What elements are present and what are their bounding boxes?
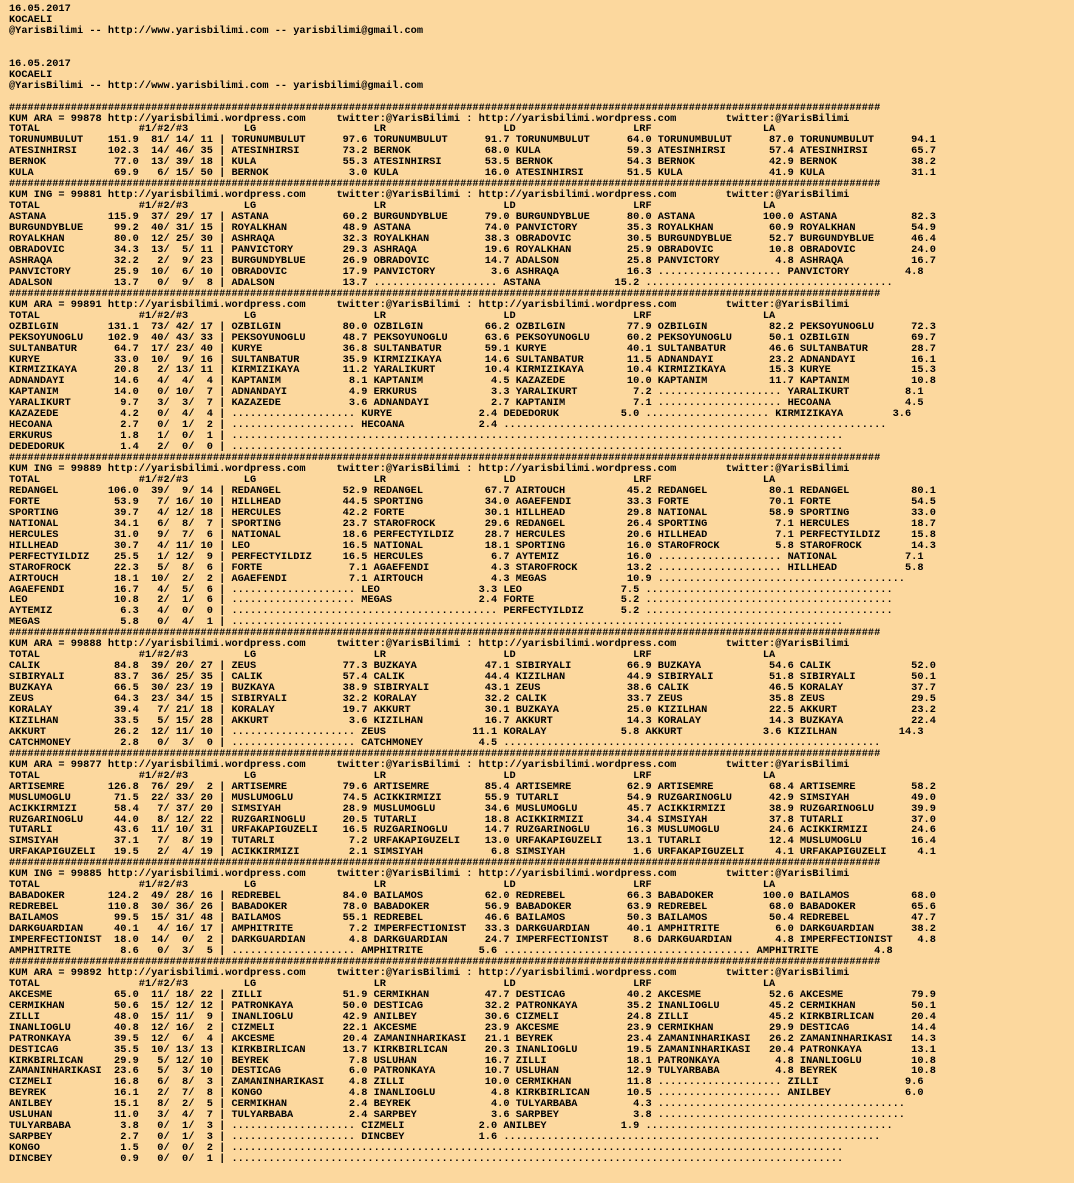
horse-row: SARPBEY 2.7 0/ 1/ 3 | .................... DINCBEY 1.6 .............................................................: [9, 1131, 881, 1144]
separator-line: #############################################################################################################################################: [9, 627, 881, 640]
horse-row: DESTICAG 35.5 10/ 13/ 13 | KIRKBIRLICAN 13.7 KIRKBIRLICAN 20.3 INANLIOGLU 19.5 ZAMANINHARIKASI 20.4 PATRONKAYA 13.1: [9, 1043, 936, 1056]
horse-row: KIRMIZIKAYA 20.8 2/ 13/ 11 | KIRMIZIKAYA 11.2 YARALIKURT 10.4 KIRMIZIKAYA 10.4 KIRMIZIKAYA 15.3 KURYE 15.3: [9, 364, 936, 377]
horse-row: REDANGEL 106.0 39/ 9/ 14 | REDANGEL 52.9 REDANGEL 67.7 AIRTOUCH 45.2 REDANGEL 80.1 REDANGEL 80.1: [9, 484, 936, 497]
separator-line: #############################################################################################################################################: [9, 101, 881, 114]
column-header: TOTAL #1/#2/#3 LG LR LD LRF LA: [9, 769, 776, 782]
horse-row: KORALAY 39.4 7/ 21/ 18 | KORALAY 19.7 AKKURT 30.1 BUZKAYA 25.0 KIZILHAN 22.5 AKKURT 23.2: [9, 704, 936, 716]
horse-row: URFAKAPIGUZELI 19.5 2/ 4/ 19 | ACIKKIRMIZI 2.1 SIMSIYAH 6.8 SIMSIYAH 1.6 URFAKAPIGUZELI 4.1 URFAKAPIGUZELI 4.1: [9, 846, 936, 859]
horse-row: AMPHITRITE 8.6 0/ 3/ 5 | .................... AMPHITRITE 5.6 ........................................ AMPHITRITE 4.8: [9, 944, 893, 957]
race-title: KUM ING = 99889 http://yarisbilimi.wordpress.com twitter:@YarisBilimi : http://yarisbilimi.wordpress.com twitter:@YarisBilimi: [9, 463, 850, 476]
horse-row: CATCHMONEY 2.8 0/ 3/ 0 | .................... CATCHMONEY 4.5 .............................................................: [9, 736, 881, 749]
horse-row: BEYREK 16.1 2/ 7/ 8 | KONGO 4.8 INANLIOGLU 4.8 KIRKBIRLICAN 10.5 .................... ANILBEY 6.0: [9, 1087, 924, 1100]
horse-row: STAROFROCK 22.3 5/ 8/ 6 | FORTE 7.1 AGAEFENDI 4.3 STAROFROCK 13.2 .................... HILLHEAD 5.8: [9, 561, 924, 574]
race-title: KUM ARA = 99888 http://yarisbilimi.wordpress.com twitter:@YarisBilimi : http://yarisbilimi.wordpress.com twitter:@YarisBilimi: [9, 638, 850, 651]
horse-row: TULYARBABA 3.8 0/ 1/ 3 | .................... CIZMELI 2.0 ANILBEY 1.9 ........................................: [9, 1120, 893, 1133]
horse-row: AKCESME 65.0 11/ 18/ 22 | ZILLI 51.9 CERMIKHAN 47.7 DESTICAG 40.2 AKCESME 52.6 AKCESME 79.9: [9, 988, 936, 1001]
header-line: [9, 48, 1074, 59]
horse-row: KIZILHAN 33.5 5/ 15/ 28 | AKKURT 3.6 KIZILHAN 16.7 AKKURT 14.3 KORALAY 14.3 BUZKAYA 22.4: [9, 714, 936, 727]
horse-row: AIRTOUCH 18.1 10/ 2/ 2 | AGAEFENDI 7.1 AIRTOUCH 4.3 MEGAS 10.9 ........................................: [9, 572, 905, 585]
header-line: 16.05.2017: [9, 3, 71, 15]
race-title: KUM ARA = 99877 http://yarisbilimi.wordpress.com twitter:@YarisBilimi : http://yarisbilimi.wordpress.com twitter:@YarisBilimi: [9, 758, 850, 771]
horse-row: BABADOKER 124.2 49/ 28/ 16 | REDREBEL 84.0 BAILAMOS 62.0 REDREBEL 66.3 BABADOKER 100.0 BAILAMOS 68.0: [9, 890, 936, 903]
horse-row: YARALIKURT 9.7 3/ 3/ 7 | KAZAZEDE 3.6 ADNANDAYI 2.7 KAPTANIM 7.1 .................... HECOANA 4.5: [9, 397, 924, 410]
horse-row: AKKURT 26.2 12/ 11/ 10 | .................... ZEUS 11.1 KORALAY 5.8 AKKURT 3.6 KIZILHAN 14.3: [9, 725, 924, 738]
horse-row: KIRKBIRLICAN 29.9 5/ 12/ 10 | BEYREK 7.8 USLUHAN 16.7 ZILLI 18.1 PATRONKAYA 4.8 INANLIOGLU 10.8: [9, 1054, 936, 1067]
separator-line: #############################################################################################################################################: [9, 452, 881, 465]
column-header: TOTAL #1/#2/#3 LG LR LD LRF LA: [9, 123, 776, 136]
horse-row: KULA 69.9 6/ 15/ 50 | BERNOK 3.0 KULA 16.0 ATESINHIRSI 51.5 KULA 41.9 KULA 31.1: [9, 167, 936, 180]
column-header: TOTAL #1/#2/#3 LG LR LD LRF LA: [9, 977, 776, 990]
horse-row: HECOANA 2.7 0/ 1/ 2 | .................... HECOANA 2.4 ..............................................................: [9, 419, 887, 432]
column-header: TOTAL #1/#2/#3 LG LR LD LRF LA: [9, 309, 776, 322]
race-title: KUM ARA = 99891 http://yarisbilimi.wordpress.com twitter:@YarisBilimi : http://yarisbilimi.wordpress.com twitter:@YarisBilimi: [9, 298, 850, 311]
horse-row: SULTANBATUR 64.7 17/ 23/ 40 | KURYE 36.8 SULTANBATUR 59.1 KURYE 40.1 SULTANBATUR 46.6 SULTANBATUR 28.7: [9, 342, 936, 355]
race-title: KUM ING = 99881 http://yarisbilimi.wordpress.com twitter:@YarisBilimi : http://yarisbilimi.wordpress.com twitter:@YarisBilimi: [9, 189, 850, 202]
horse-row: BUZKAYA 66.5 30/ 23/ 19 | BUZKAYA 38.9 SIBIRYALI 43.1 ZEUS 38.6 CALIK 46.5 KORALAY 37.7: [9, 682, 936, 695]
horse-row: ZILLI 48.0 15/ 11/ 9 | INANLIOGLU 42.9 ANILBEY 30.6 CIZMELI 24.8 ZILLI 45.2 KIRKBIRLICAN 20.4: [9, 1010, 936, 1023]
horse-row: TORUNUMBULUT 151.9 81/ 14/ 11 | TORUNUMBULUT 97.6 TORUNUMBULUT 91.7 TORUNUMBULUT 64.0 TORUNUMBULUT 87.0 TORUNUMBULUT 94.1: [9, 134, 936, 147]
separator-line: #############################################################################################################################################: [9, 287, 881, 300]
horse-row: DARKGUARDIAN 40.1 4/ 16/ 17 | AMPHITRITE 7.2 IMPERFECTIONIST 33.3 DARKGUARDIAN 40.1 AMPHITRITE 6.0 DARKGUARDIAN 38.2: [9, 923, 936, 936]
horse-row: REDREBEL 110.8 30/ 36/ 26 | BABADOKER 78.0 BABADOKER 56.9 BABADOKER 63.9 REDREBEL 68.0 BABADOKER 65.6: [9, 901, 936, 914]
horse-row: MEGAS 5.8 0/ 4/ 1 | ...................................................................................................: [9, 616, 844, 629]
horse-row: ASHRAQA 32.2 2/ 9/ 23 | BURGUNDYBLUE 26.9 OBRADOVIC 14.7 ADALSON 25.8 PANVICTORY 4.8 ASHRAQA 16.7: [9, 254, 936, 267]
horse-row: AGAEFENDI 16.7 4/ 5/ 6 | .................... LEO 3.3 LEO 7.5 ........................................: [9, 583, 893, 596]
horse-row: PEKSOYUNOGLU 102.9 40/ 43/ 33 | PEKSOYUNOGLU 48.7 PEKSOYUNOGLU 63.6 PEKSOYUNOGLU 60.2 PEKSOYUNOGLU 50.1 OZBILGIN 69.7: [9, 331, 936, 344]
horse-row: SIBIRYALI 83.7 36/ 25/ 35 | CALIK 57.4 CALIK 44.4 KIZILHAN 44.9 SIBIRYALI 51.8 SIBIRYALI 50.1: [9, 671, 936, 684]
header-line: [9, 37, 1074, 48]
header-line: @YarisBilimi -- http://www.yarisbilimi.com -- yarisbilimi@gmail.com: [9, 24, 424, 37]
horse-row: IMPERFECTIONIST 18.0 14/ 0/ 2 | DARKGUARDIAN 4.8 DARKGUARDIAN 24.7 IMPERFECTIONIST 8.6 DARKGUARDIAN 4.8 IMPERFECTIONIST 4.8: [9, 934, 936, 947]
horse-row: ZAMANINHARIKASI 23.6 5/ 3/ 10 | DESTICAG 6.0 PATRONKAYA 10.7 USLUHAN 12.9 TULYARBABA 4.8 BEYREK 10.8: [9, 1065, 936, 1078]
horse-row: NATIONAL 34.1 6/ 8/ 7 | SPORTING 23.7 STAROFROCK 29.6 REDANGEL 26.4 SPORTING 7.1 HERCULES 18.7: [9, 517, 936, 530]
separator-line: #############################################################################################################################################: [9, 955, 881, 968]
header-line: KOCAELI: [9, 13, 53, 26]
horse-row: PATRONKAYA 39.5 12/ 6/ 4 | AKCESME 20.4 ZAMANINHARIKASI 21.1 BEYREK 23.4 ZAMANINHARIKASI 26.2 ZAMANINHARIKASI 14.3: [9, 1032, 936, 1045]
horse-row: ACIKKIRMIZI 58.4 7/ 37/ 20 | SIMSIYAH 28.9 MUSLUMOGLU 34.6 MUSLUMOGLU 45.7 ACIKKIRMIZI 38.9 RUZGARINOGLU 39.9: [9, 802, 936, 815]
horse-row: BURGUNDYBLUE 99.2 40/ 31/ 15 | ROYALKHAN 48.9 ASTANA 74.0 PANVICTORY 35.3 ROYALKHAN 60.9 ROYALKHAN 54.9: [9, 222, 936, 235]
horse-row: BAILAMOS 99.5 15/ 31/ 48 | BAILAMOS 55.1 REDREBEL 46.6 BAILAMOS 50.3 BAILAMOS 50.4 REDREBEL 47.7: [9, 912, 936, 925]
race-title: KUM ARA = 99892 http://yarisbilimi.wordpress.com twitter:@YarisBilimi : http://yarisbilimi.wordpress.com twitter:@YarisBilimi: [9, 966, 850, 979]
horse-row: HILLHEAD 30.7 4/ 11/ 10 | LEO 16.5 NATIONAL 18.1 SPORTING 16.0 STAROFROCK 5.8 STAROFROCK 14.3: [9, 539, 936, 552]
separator-line: #############################################################################################################################################: [9, 747, 881, 760]
header-line: KOCAELI: [9, 68, 53, 81]
separator-line: #############################################################################################################################################: [9, 857, 881, 870]
race-title: KUM ING = 99885 http://yarisbilimi.wordpress.com twitter:@YarisBilimi : http://yarisbilimi.wordpress.com twitter:@YarisBilimi: [9, 868, 850, 881]
horse-row: KONGO 1.5 0/ 0/ 2 | ...................................................................................................: [9, 1142, 844, 1155]
horse-row: OZBILGIN 131.1 73/ 42/ 17 | OZBILGIN 80.0 OZBILGIN 66.2 OZBILGIN 77.9 OZBILGIN 82.2 PEKSOYUNOGLU 72.3: [9, 320, 936, 333]
horse-row: KAPTANIM 14.0 0/ 10/ 7 | ADNANDAYI 4.9 ERKURUS 3.3 YARALIKURT 7.2 .................... YARALIKURT 8.1: [9, 386, 924, 399]
header-line: @YarisBilimi -- http://www.yarisbilimi.com -- yarisbilimi@gmail.com: [9, 79, 424, 92]
horse-row: CERMIKHAN 50.6 15/ 12/ 12 | PATRONKAYA 50.0 DESTICAG 32.2 PATRONKAYA 35.2 INANLIOGLU 45.2 CERMIKHAN 50.1: [9, 999, 936, 1012]
horse-row: ADALSON 13.7 0/ 9/ 8 | ADALSON 13.7 .................... ASTANA 15.2 ........................................: [9, 276, 893, 289]
horse-row: LEO 10.8 2/ 1/ 6 | .................... MEGAS 2.4 FORTE 5.2 ........................................: [9, 594, 893, 607]
horse-row: ZEUS 64.3 23/ 34/ 15 | SIBIRYALI 32.2 KORALAY 32.2 CALIK 33.7 ZEUS 35.8 ZEUS 29.5: [9, 693, 936, 706]
horse-row: ASTANA 115.9 37/ 29/ 17 | ASTANA 60.2 BURGUNDYBLUE 79.0 BURGUNDYBLUE 80.0 ASTANA 100.0 ASTANA 82.3: [9, 211, 936, 224]
horse-row: KAZAZEDE 4.2 0/ 4/ 4 | .................... KURYE 2.4 DEDEDORUK 5.0 .................... KIRMIZIKAYA 3.6: [9, 408, 912, 421]
horse-row: PERFECTYILDIZ 25.5 1/ 12/ 9 | PERFECTYILDIZ 16.5 HERCULES 6.7 AYTEMIZ 16.0 .................... NATIONAL 7.1: [9, 550, 924, 563]
horse-row: BERNOK 77.0 13/ 39/ 18 | KULA 55.3 ATESINHIRSI 53.5 BERNOK 54.3 BERNOK 42.9 BERNOK 38.2: [9, 156, 936, 169]
horse-row: FORTE 53.9 7/ 16/ 10 | HILLHEAD 44.5 SPORTING 34.0 AGAEFENDI 33.3 FORTE 70.1 FORTE 54.5: [9, 495, 936, 508]
horse-row: INANLIOGLU 40.8 12/ 16/ 2 | CIZMELI 22.1 AKCESME 23.9 AKCESME 23.9 CERMIKHAN 29.9 DESTICAG 14.4: [9, 1021, 936, 1034]
horse-row: OBRADOVIC 34.3 13/ 5/ 11 | PANVICTORY 29.3 ASHRAQA 19.6 ROYALKHAN 25.9 OBRADOVIC 10.8 OBRADOVIC 24.0: [9, 243, 936, 256]
horse-row: SIMSIYAH 37.1 7/ 8/ 19 | TUTARLI 7.2 URFAKAPIGUZELI 13.0 URFAKAPIGUZELI 13.1 TUTARLI 12.4 MUSLUMOGLU 16.4: [9, 835, 936, 848]
horse-row: PANVICTORY 25.9 10/ 6/ 10 | OBRADOVIC 17.9 PANVICTORY 3.6 ASHRAQA 16.3 .................... PANVICTORY 4.8: [9, 265, 924, 278]
column-header: TOTAL #1/#2/#3 LG LR LD LRF LA: [9, 649, 776, 662]
horse-row: CIZMELI 16.8 6/ 8/ 3 | ZAMANINHARIKASI 4.8 ZILLI 10.0 CERMIKHAN 11.8 .................... ZILLI 9.6: [9, 1076, 924, 1089]
header-line: 16.05.2017: [9, 57, 71, 70]
horse-row: ADNANDAYI 14.6 4/ 4/ 4 | KAPTANIM 8.1 KAPTANIM 4.5 KAZAZEDE 10.0 KAPTANIM 11.7 KAPTANIM 10.8: [9, 375, 936, 388]
column-header: TOTAL #1/#2/#3 LG LR LD LRF LA: [9, 473, 776, 486]
horse-row: MUSLUMOGLU 71.5 22/ 33/ 20 | MUSLUMOGLU 74.5 ACIKKIRMIZI 55.9 TUTARLI 54.9 RUZGARINOGLU 42.9 SIMSIYAH 49.0: [9, 791, 936, 804]
horse-row: AYTEMIZ 6.3 4/ 0/ 0 | ........................................... PERFECTYILDIZ 5.2 ........................................: [9, 605, 893, 618]
header-line: [9, 92, 1074, 103]
horse-row: HERCULES 31.0 9/ 7/ 6 | NATIONAL 18.6 PERFECTYILDIZ 28.7 HERCULES 20.6 HILLHEAD 7.1 PERFECTYILDIZ 15.8: [9, 528, 936, 541]
race-title: KUM ARA = 99878 http://yarisbilimi.wordpress.com twitter:@YarisBilimi : http://yarisbilimi.wordpress.com twitter:@YarisBilimi: [9, 112, 850, 125]
horse-row: ATESINHIRSI 102.3 14/ 46/ 35 | ATESINHIRSI 73.2 BERNOK 68.0 KULA 59.3 ATESINHIRSI 57.4 ATESINHIRSI 65.7: [9, 145, 936, 158]
horse-row: TUTARLI 43.6 11/ 10/ 31 | URFAKAPIGUZELI 16.5 RUZGARINOGLU 14.7 RUZGARINOGLU 16.3 MUSLUMOGLU 24.6 ACIKKIRMIZI 24.6: [9, 824, 936, 837]
separator-line: #############################################################################################################################################: [9, 178, 881, 191]
horse-row: CALIK 84.8 39/ 20/ 27 | ZEUS 77.3 BUZKAYA 47.1 SIBIRYALI 66.9 BUZKAYA 54.6 CALIK 52.0: [9, 660, 936, 673]
horse-row: DEDEDORUK 1.4 2/ 0/ 0 | ...................................................................................................: [9, 441, 844, 454]
column-header: TOTAL #1/#2/#3 LG LR LD LRF LA: [9, 879, 776, 892]
horse-row: ROYALKHAN 80.0 12/ 25/ 30 | ASHRAQA 32.3 ROYALKHAN 38.3 OBRADOVIC 30.5 BURGUNDYBLUE 52.7 BURGUNDYBLUE 46.4: [9, 233, 936, 246]
horse-row: USLUHAN 11.0 3/ 4/ 7 | TULYARBABA 2.4 SARPBEY 3.6 SARPBEY 3.8 ........................................: [9, 1109, 905, 1122]
horse-row: SPORTING 39.7 4/ 12/ 18 | HERCULES 42.2 FORTE 30.1 HILLHEAD 29.8 NATIONAL 58.9 SPORTING 33.0: [9, 506, 936, 519]
column-header: TOTAL #1/#2/#3 LG LR LD LRF LA: [9, 200, 776, 213]
horse-row: ANILBEY 15.1 8/ 2/ 5 | CERMIKHAN 2.4 BEYREK 4.0 TULYARBABA 4.3 ........................................: [9, 1098, 905, 1111]
horse-row: ARTISEMRE 126.8 76/ 29/ 2 | ARTISEMRE 79.6 ARTISEMRE 85.4 ARTISEMRE 62.9 ARTISEMRE 68.4 ARTISEMRE 58.2: [9, 780, 936, 793]
horse-row: KURYE 33.0 10/ 9/ 16 | SULTANBATUR 35.9 KIRMIZIKAYA 14.6 SULTANBATUR 11.5 ADNANDAYI 23.2 ADNANDAYI 16.1: [9, 353, 936, 366]
horse-row: ERKURUS 1.8 1/ 0/ 1 | ...................................................................................................: [9, 430, 844, 443]
horse-row: RUZGARINOGLU 44.0 8/ 12/ 22 | RUZGARINOGLU 20.5 TUTARLI 18.8 ACIKKIRMIZI 34.4 SIMSIYAH 37.8 TUTARLI 37.0: [9, 813, 936, 826]
horse-row: DINCBEY 0.9 0/ 0/ 1 | ...................................................................................................: [9, 1153, 844, 1166]
